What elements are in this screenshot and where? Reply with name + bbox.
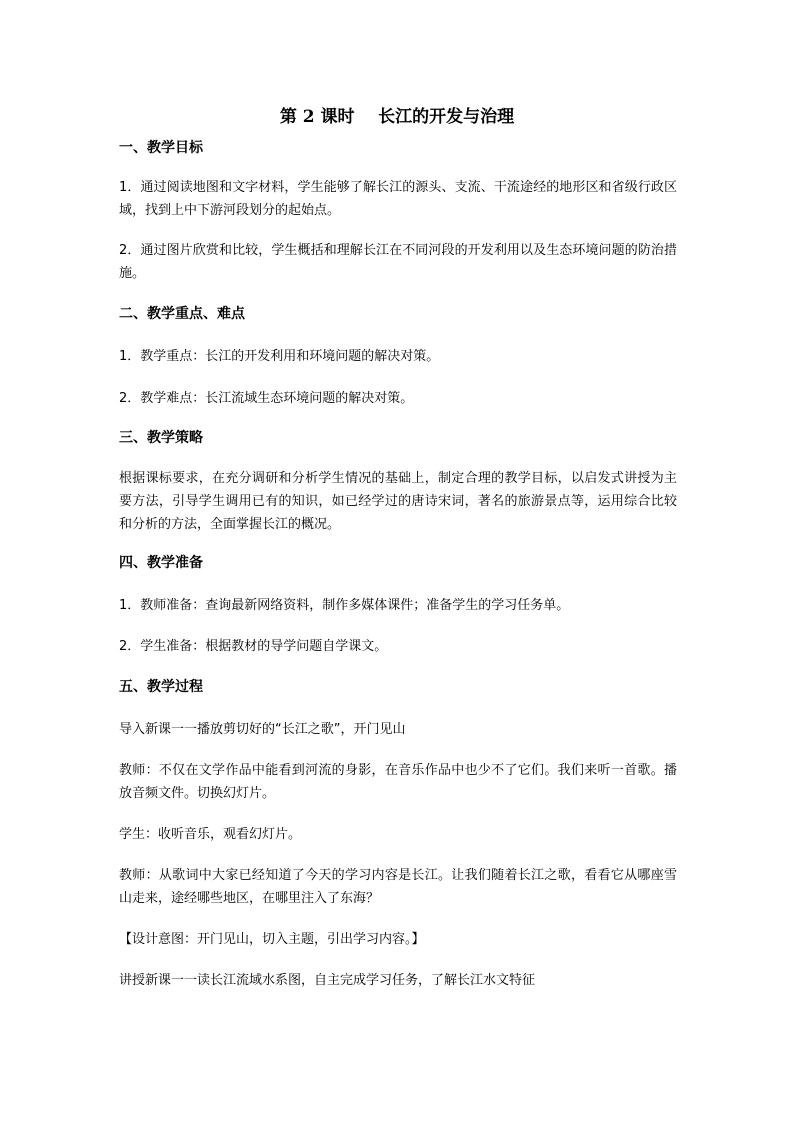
- section-heading-keypoints: 二、教学重点、难点: [119, 306, 245, 322]
- process-paragraph-intro: 导入新课一一播放剪切好的“长江之歌”，开门见山: [119, 722, 406, 737]
- process-paragraph-teacher-1: 教师：不仅在文学作品中能看到河流的身影，在音乐作品中也少不了它们。我们来听一首歌。播放音频文件。切换幻灯片。: [119, 763, 677, 801]
- process-paragraph-new-lesson: 讲授新课一一读长江流域水系图，自主完成学习任务，了解长江水文特征: [119, 973, 536, 988]
- process-paragraph-teacher-2: 教师：从歌词中大家已经知道了今天的学习内容是长江。让我们随着长江之歌，看看它从哪座雪山走来，途经哪些地区，在哪里注入了东海？: [119, 868, 677, 906]
- process-paragraph-design-intent: 【设计意图：开门见山，切入主题，引出学习内容。】: [119, 932, 425, 947]
- strategy-paragraph: 根据课标要求，在充分调研和分析学生情况的基础上，制定合理的教学目标，以启发式讲授为主要方法，引导学生调用已有的知识，如已经学过的唐诗宋词，著名的旅游景点等，运用综合比较和分析的方法，全面掌握长江的概况。: [119, 471, 677, 532]
- section-heading-preparation: 四、教学准备: [119, 555, 203, 571]
- section-heading-process: 五、教学过程: [119, 679, 203, 695]
- lesson-title: 第 2 课时 长江的开发与治理: [279, 107, 515, 127]
- keypoint-item-2: 2．教学难点：长江流域生态环境问题的解决对策。: [119, 391, 414, 406]
- section-heading-strategy: 三、教学策略: [119, 430, 203, 446]
- process-paragraph-student: 学生：收听音乐，观看幻灯片。: [119, 827, 302, 842]
- goal-item-1: 1．通过阅读地图和文字材料，学生能够了解长江的源头、支流、干流途经的地形区和省级行政区域，找到上中下游河段划分的起始点。: [119, 180, 677, 218]
- keypoint-item-1: 1．教学重点：长江的开发利用和环境问题的解决对策。: [119, 349, 440, 364]
- section-heading-goals: 一、教学目标: [119, 140, 203, 156]
- preparation-item-2: 2．学生准备：根据教材的导学问题自学课文。: [119, 639, 388, 654]
- preparation-item-1: 1．教师准备：查询最新网络资料，制作多媒体课件；准备学生的学习任务单。: [119, 598, 570, 613]
- goal-item-2: 2．通过图片欣赏和比较，学生概括和理解长江在不同河段的开发利用以及生态环境问题的防治措施。: [119, 243, 677, 281]
